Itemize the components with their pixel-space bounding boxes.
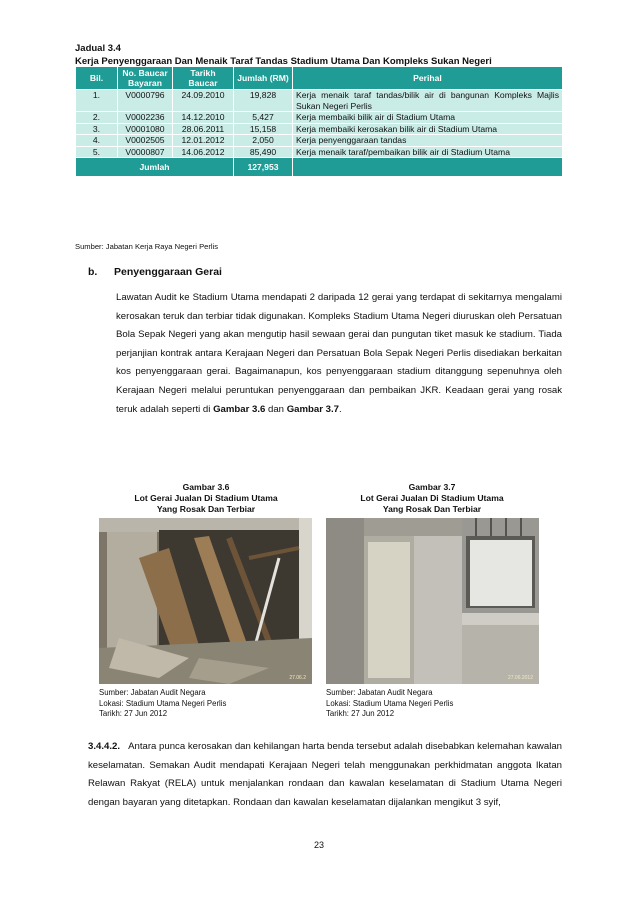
section-heading — [88, 266, 222, 278]
figure-number: Gambar 3.6 — [182, 482, 230, 492]
paragraph-text: Lawatan Audit ke Stadium Utama mendapati 2 daripada 12 gerai yang terdapat di sekitarnya mengalami kerosakan teruk dan terbiar tidak digunakan. Kompleks Stadium Utama Negeri diuruskan oleh Persatuan Bola Sepak Negeri yang akan mengutip hasil sewaan gerai dan pungutan tiket masuk ke stadium. Tiada perjanjian kontrak antara Kerajaan Negeri dan Persatuan Bola Sepak Negeri Perlis disediakan berkaitan kos penyenggaraan gerai. Bagaimanapun, kos penyenggaraan stadium ditanggung sepenuhnya oleh Kerajaan Negeri melalui peruntukan penyenggaraan dan pembaikan JKR. Keadaan gerai yang rosak teruk adalah seperti di — [116, 292, 562, 415]
table-row — [76, 146, 563, 158]
figure-title-line1: Lot Gerai Jualan Di Stadium Utama — [134, 493, 278, 503]
header-tarikh: Tarikh Baucar — [173, 67, 234, 90]
table-caption-title: Kerja Penyenggaraan Dan Menaik Taraf Tandas Stadium Utama Dan Kompleks Sukan Negeri — [75, 56, 492, 67]
section-title: Penyenggaraan Gerai — [114, 266, 222, 278]
table-row — [76, 123, 563, 135]
table-header-row — [76, 67, 563, 90]
photo-damaged-stall-1 — [99, 518, 312, 684]
photo-date-stamp: 27.06.2 — [289, 675, 306, 681]
cell-perihal: Kerja menaik taraf/pembaikan bilik air di Stadium Utama — [293, 146, 563, 158]
cell-bil: 5. — [76, 146, 118, 158]
figure-location: Lokasi: Stadium Utama Negeri Perlis — [326, 698, 454, 708]
page-number: 23 — [313, 840, 324, 850]
cell-bil: 3. — [76, 123, 118, 135]
figure-title-line2: Yang Rosak Dan Terbiar — [156, 504, 256, 514]
total-value: 127,953 — [234, 158, 293, 177]
paragraph-text: Antara punca kerosakan dan kehilangan harta benda tersebut adalah disebabkan kelemahan kawalan keselamatan. Semakan Audit mendapati Kerajaan Negeri telah menggunakan perkhidmatan anggota Ikatan Relawan Rakyat (RELA) untuk menjalankan rondaan dan kawalan keselamatan di Stadium Utama Negeri dengan bayaran yang ditetapkan. Rondaan dan kawalan keselamatan dijalankan mengikut 3 syif, — [88, 741, 562, 808]
cell-bil: 2. — [76, 112, 118, 124]
figure-caption-3-7 — [322, 482, 542, 515]
paragraph-end: . — [338, 403, 342, 415]
header-perihal: Perihal — [293, 67, 563, 90]
cell-perihal: Kerja menaik taraf tandas/bilik air di bangunan Kompleks Majlis Sukan Negeri Perlis — [293, 90, 563, 112]
figure-source-3-7 — [326, 688, 453, 720]
cell-tarikh: 14.06.2012 — [173, 146, 234, 158]
table-row — [76, 112, 563, 124]
cell-no: V0000807 — [118, 146, 173, 158]
figure-number: Gambar 3.7 — [408, 482, 456, 492]
figure-location: Lokasi: Stadium Utama Negeri Perlis — [99, 698, 227, 708]
total-label: Jumlah — [76, 158, 234, 177]
paragraph-number: 3.4.4.2. — [88, 741, 121, 752]
cell-tarikh: 24.09.2010 — [173, 90, 234, 112]
photo-date-stamp: 27.06.2012 — [507, 675, 533, 681]
figure-ref-1: Gambar 3.6 — [213, 403, 266, 415]
photo-damaged-stall-2 — [326, 518, 539, 684]
section-paragraph — [116, 289, 562, 419]
figure-caption-3-6 — [96, 482, 316, 515]
cell-tarikh: 14.12.2010 — [173, 112, 234, 124]
cell-jumlah: 2,050 — [234, 135, 293, 147]
cell-jumlah: 19,828 — [234, 90, 293, 112]
cell-bil: 4. — [76, 135, 118, 147]
table-row — [76, 135, 563, 147]
paragraph-conj: dan — [268, 403, 285, 415]
figure-date: Tarikh: 27 Jun 2012 — [326, 709, 395, 718]
cell-tarikh: 12.01.2012 — [173, 135, 234, 147]
cell-no: V0002505 — [118, 135, 173, 147]
table-source: Sumber: Jabatan Kerja Raya Negeri Perlis — [75, 242, 219, 251]
header-jumlah: Jumlah (RM) — [234, 67, 293, 90]
table-caption-number: Jadual 3.4 — [75, 43, 121, 54]
table-row — [76, 90, 563, 112]
cell-jumlah: 15,158 — [234, 123, 293, 135]
total-blank — [293, 158, 563, 177]
figure-source: Sumber: Jabatan Audit Negara — [99, 688, 206, 697]
cell-no: V0000796 — [118, 90, 173, 112]
cell-jumlah: 85,490 — [234, 146, 293, 158]
cell-jumlah: 5,427 — [234, 112, 293, 124]
cell-tarikh: 28.06.2011 — [173, 123, 234, 135]
figure-date: Tarikh: 27 Jun 2012 — [99, 709, 168, 718]
cell-no: V0002236 — [118, 112, 173, 124]
cell-perihal: Kerja penyenggaraan tandas — [293, 135, 563, 147]
figure-source-3-6 — [99, 688, 226, 720]
cell-no: V0001080 — [118, 123, 173, 135]
cell-bil: 1. — [76, 90, 118, 112]
figure-ref-2: Gambar 3.7 — [286, 403, 339, 415]
header-no-baucar: No. Baucar Bayaran — [118, 67, 173, 90]
cell-perihal: Kerja membaiki kerosakan bilik air di Stadium Utama — [293, 123, 563, 135]
figure-source: Sumber: Jabatan Audit Negara — [326, 688, 433, 697]
figure-title-line1: Lot Gerai Jualan Di Stadium Utama — [360, 493, 504, 503]
table-total-row — [76, 158, 563, 177]
header-bil: Bil. — [76, 67, 118, 90]
cell-perihal: Kerja membaiki bilik air di Stadium Utama — [293, 112, 563, 124]
section-label: b. — [88, 266, 98, 278]
figure-title-line2: Yang Rosak Dan Terbiar — [382, 504, 482, 514]
payment-table — [75, 66, 563, 177]
paragraph-3-4-4-2 — [88, 738, 562, 812]
